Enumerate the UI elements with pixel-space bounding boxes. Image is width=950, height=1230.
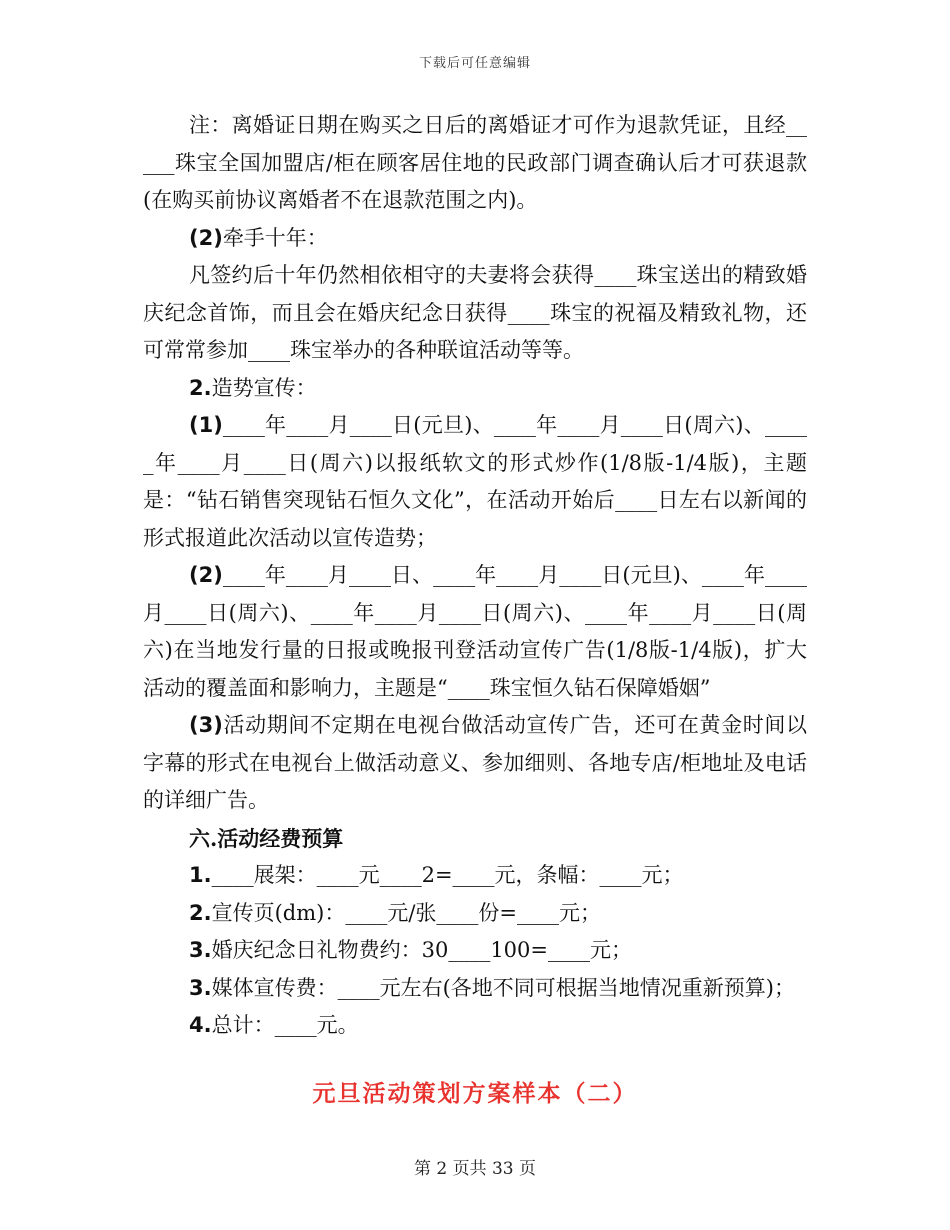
budget-item-text: 婚庆纪念日礼物费约：30____100=____元； — [211, 938, 632, 962]
section-title: 元旦活动策划方案样本（二） — [312, 1080, 638, 1107]
paragraph-text: 牵手十年： — [222, 225, 328, 250]
budget-item-text: 宣传页(dm)：____元/张____份=____元； — [211, 900, 602, 925]
page-header: 下载后可任意编辑 — [418, 56, 531, 71]
paragraph-text: 凡签约后十年仍然相依相守的夫妻将会获得____珠宝送出的精致婚庆纪念首饰，而且会在婚庆纪念日获得____珠宝的祝福及精致礼物，还可常常参加____珠宝举办的各种联谊活动等等。 — [143, 263, 807, 362]
page-footer: 第 2 页共 33 页 — [413, 1159, 537, 1179]
item-number: 3. — [189, 975, 212, 1000]
paragraph-text: ____年____月____日、____年____月____日(元旦)、____年____月____日(周六)、____年____月____日(周六)、____年____月____日(周六)在当地发行量的日报或晚报刊登活动宣传广告(1/8版-1/4版)，扩大活动的覆盖面和影响力，主题是“____珠宝恒久钻石保障婚姻” — [143, 563, 807, 700]
item-number: 2. — [189, 375, 212, 400]
item-number: (2) — [189, 563, 223, 587]
paragraph-text: 造势宣传： — [211, 375, 317, 400]
item-number: 2. — [189, 900, 212, 925]
budget-item — [143, 857, 807, 895]
paragraph-text: ____年____月____日(元旦)、____年____月____日(周六)、_____年____月____日(周六)以报纸软文的形式炒作(1/8版-1/4版)，主题是：“钻石销售突现钻石恒久文化”，在活动开始后____日左右以新闻的形式报道此次活动以宣传造势； — [143, 413, 807, 550]
paragraph-text: 注：离婚证日期在购买之日后的离婚证才可作为退款凭证，且经_____珠宝全国加盟店/柜在顾客居住地的民政部门调查确认后才可获退款(在购买前协议离婚者不在退款范围之内)。 — [143, 113, 807, 212]
item-number: 3. — [189, 938, 212, 962]
budget-item — [143, 932, 807, 970]
item-number: (2) — [189, 225, 223, 250]
item-number: 4. — [189, 1013, 212, 1037]
budget-title: 六.活动经费预算 — [189, 825, 344, 851]
budget-item-text: 媒体宣传费：____元左右(各地不同可根据当地情况重新预算)； — [211, 975, 795, 1000]
item-number: 1. — [189, 863, 212, 887]
paragraph-ten-years-body — [143, 257, 807, 370]
document-body — [143, 107, 807, 1045]
paragraph-promotion-2 — [143, 557, 807, 707]
item-number: (1) — [189, 413, 223, 437]
budget-item-text: ____展架：____元____2=____元，条幅：____元； — [211, 863, 684, 887]
budget-item — [143, 895, 807, 933]
budget-item — [143, 970, 807, 1008]
paragraph-promotion-3 — [143, 707, 807, 820]
paragraph-text: 活动期间不定期在电视台做活动宣传广告，还可在黄金时间以字幕的形式在电视台上做活动意义、参加细则、各地专店/柜地址及电话的详细广告。 — [143, 713, 807, 812]
item-number: (3) — [189, 713, 223, 737]
paragraph-refund-note — [143, 107, 807, 220]
budget-item — [143, 1007, 807, 1045]
paragraph-ten-years-heading — [143, 220, 807, 258]
paragraph-promotion-1 — [143, 407, 807, 557]
paragraph-promotion-heading — [143, 370, 807, 408]
budget-item-text: 总计：____元。 — [211, 1013, 359, 1037]
